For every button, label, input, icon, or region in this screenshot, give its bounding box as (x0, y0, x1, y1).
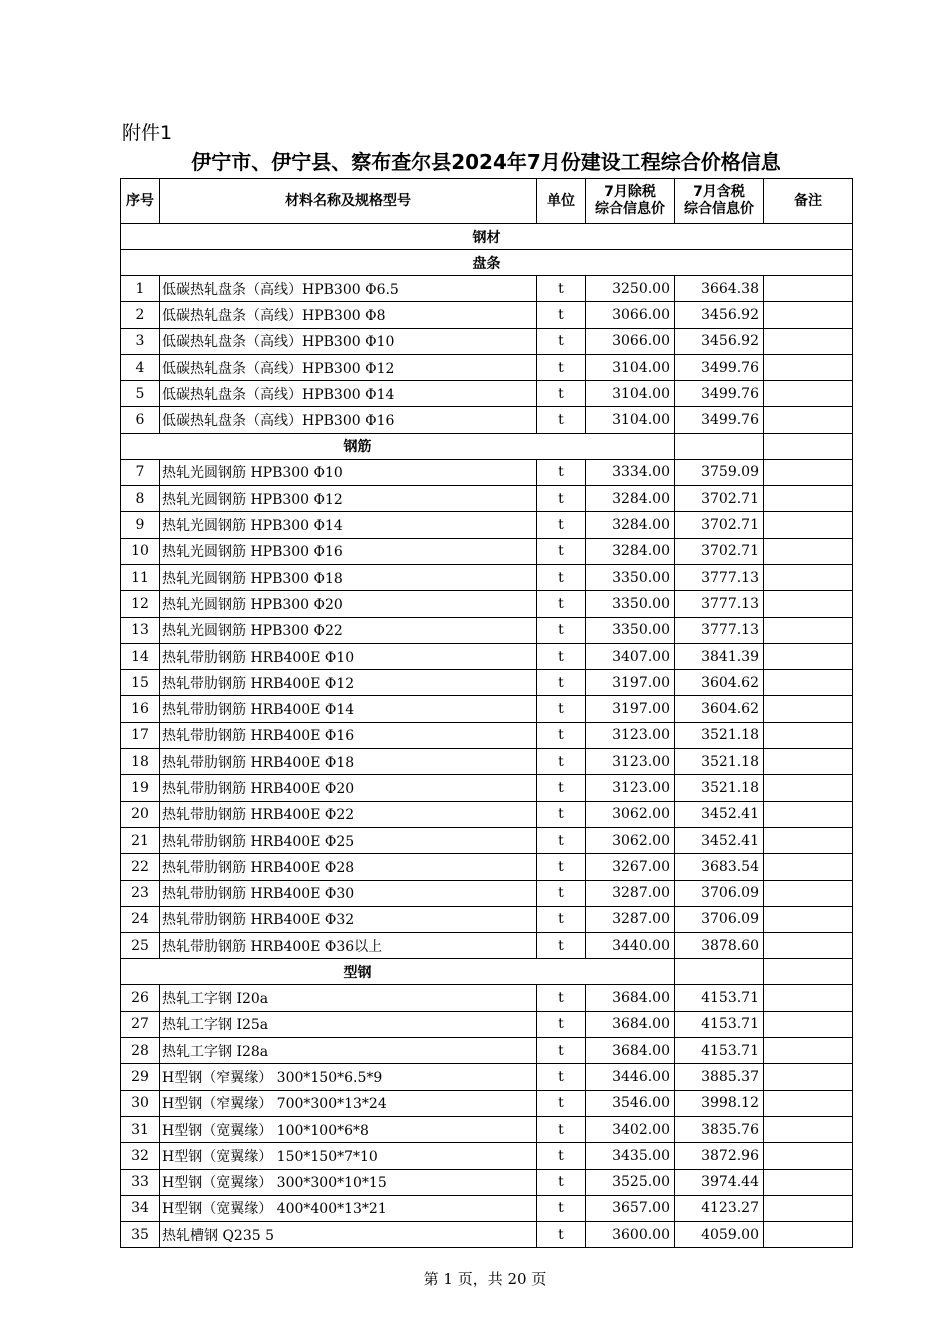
table-row (121, 354, 853, 380)
price-in-tax: 3702.71 (675, 512, 764, 538)
price-ex-tax: 3284.00 (586, 512, 675, 538)
remark (764, 1090, 853, 1116)
remark (764, 407, 853, 433)
unit: t (537, 328, 586, 354)
remark (764, 1064, 853, 1090)
remark (764, 801, 853, 827)
unit: t (537, 407, 586, 433)
remark (764, 749, 853, 775)
unit: t (537, 1090, 586, 1116)
table-row (121, 564, 853, 590)
unit: t (537, 854, 586, 880)
price-in-tax: 4153.71 (675, 1011, 764, 1037)
row-number: 34 (121, 1195, 160, 1221)
material-name: 热轧带肋钢筋 HRB400E Φ30 (160, 880, 537, 906)
price-ex-tax: 3104.00 (586, 381, 675, 407)
row-number: 5 (121, 381, 160, 407)
price-ex-tax: 3197.00 (586, 670, 675, 696)
unit: t (537, 670, 586, 696)
remark (764, 617, 853, 643)
price-ex-tax: 3350.00 (586, 617, 675, 643)
row-number: 6 (121, 407, 160, 433)
header-price-ex-tax (586, 179, 675, 224)
row-number: 11 (121, 564, 160, 590)
table-row (121, 1064, 853, 1090)
material-name: 低碳热轧盘条（高线）HPB300 Φ12 (160, 354, 537, 380)
remark (764, 1011, 853, 1037)
price-in-tax: 3835.76 (675, 1116, 764, 1142)
row-number: 32 (121, 1143, 160, 1169)
material-name: 热轧带肋钢筋 HRB400E Φ14 (160, 696, 537, 722)
table-row (121, 1195, 853, 1221)
remark (764, 1038, 853, 1064)
price-ex-tax: 3104.00 (586, 354, 675, 380)
price-in-tax: 3706.09 (675, 906, 764, 932)
table-row (121, 1222, 853, 1248)
table-row (121, 854, 853, 880)
price-ex-tax: 3104.00 (586, 407, 675, 433)
header-unit: 单位 (537, 179, 586, 224)
row-number: 31 (121, 1116, 160, 1142)
price-in-tax: 3777.13 (675, 564, 764, 590)
unit: t (537, 775, 586, 801)
material-name: 热轧带肋钢筋 HRB400E Φ36以上 (160, 933, 537, 959)
price-ex-tax: 3546.00 (586, 1090, 675, 1116)
remark (764, 591, 853, 617)
remark (764, 933, 853, 959)
row-number: 17 (121, 722, 160, 748)
row-number: 4 (121, 354, 160, 380)
table-row (121, 1169, 853, 1195)
price-in-tax: 3878.60 (675, 933, 764, 959)
unit: t (537, 722, 586, 748)
table-row (121, 276, 853, 302)
material-name: H型钢（窄翼缘） 300*150*6.5*9 (160, 1064, 537, 1090)
unit: t (537, 933, 586, 959)
material-name: H型钢（宽翼缘） 400*400*13*21 (160, 1195, 537, 1221)
table-row (121, 933, 853, 959)
section-header-row (121, 433, 853, 459)
material-name: 热轧带肋钢筋 HRB400E Φ28 (160, 854, 537, 880)
price-in-tax: 3706.09 (675, 880, 764, 906)
material-name: 热轧带肋钢筋 HRB400E Φ10 (160, 643, 537, 669)
table-row (121, 486, 853, 512)
remark (764, 276, 853, 302)
header-remark: 备注 (764, 179, 853, 224)
price-ex-tax: 3062.00 (586, 827, 675, 853)
remark (764, 302, 853, 328)
remark (764, 775, 853, 801)
table-body (121, 224, 853, 1248)
material-name: H型钢（宽翼缘） 100*100*6*8 (160, 1116, 537, 1142)
material-name: 热轧工字钢 I20a (160, 985, 537, 1011)
remark (764, 1116, 853, 1142)
price-ex-tax: 3684.00 (586, 1011, 675, 1037)
unit: t (537, 1169, 586, 1195)
table-row (121, 1038, 853, 1064)
price-ex-tax: 3350.00 (586, 591, 675, 617)
row-number: 24 (121, 906, 160, 932)
page-footer: 第 1 页，共 20 页 (423, 1270, 547, 1288)
category-row (121, 224, 853, 250)
price-in-tax: 3885.37 (675, 1064, 764, 1090)
material-name: 热轧带肋钢筋 HRB400E Φ12 (160, 670, 537, 696)
table-row (121, 1143, 853, 1169)
price-ex-tax: 3066.00 (586, 302, 675, 328)
row-number: 3 (121, 328, 160, 354)
row-number: 30 (121, 1090, 160, 1116)
price-in-tax: 3521.18 (675, 775, 764, 801)
price-ex-tax: 3123.00 (586, 722, 675, 748)
price-in-tax: 3456.92 (675, 328, 764, 354)
table-row (121, 617, 853, 643)
material-name: 低碳热轧盘条（高线）HPB300 Φ6.5 (160, 276, 537, 302)
unit: t (537, 1064, 586, 1090)
material-name: 热轧槽钢 Q235 5 (160, 1222, 537, 1248)
remark (764, 538, 853, 564)
section-empty-cell (764, 433, 853, 459)
header-price-in-line2: 综合信息价 (684, 201, 754, 217)
material-name: 热轧工字钢 I28a (160, 1038, 537, 1064)
unit: t (537, 1195, 586, 1221)
row-number: 1 (121, 276, 160, 302)
header-price-ex-line1: 7月除税 (604, 184, 656, 200)
price-in-tax: 3998.12 (675, 1090, 764, 1116)
unit: t (537, 801, 586, 827)
price-ex-tax: 3684.00 (586, 985, 675, 1011)
header-no: 序号 (121, 179, 160, 224)
row-number: 26 (121, 985, 160, 1011)
table-row (121, 302, 853, 328)
row-number: 21 (121, 827, 160, 853)
remark (764, 328, 853, 354)
header-name: 材料名称及规格型号 (160, 179, 537, 224)
price-ex-tax: 3525.00 (586, 1169, 675, 1195)
row-number: 2 (121, 302, 160, 328)
price-ex-tax: 3402.00 (586, 1116, 675, 1142)
remark (764, 670, 853, 696)
price-in-tax: 3452.41 (675, 827, 764, 853)
table-row (121, 696, 853, 722)
price-ex-tax: 3350.00 (586, 564, 675, 590)
price-ex-tax: 3284.00 (586, 486, 675, 512)
price-in-tax: 3664.38 (675, 276, 764, 302)
unit: t (537, 749, 586, 775)
price-in-tax: 3702.71 (675, 486, 764, 512)
row-number: 23 (121, 880, 160, 906)
section-title: 型钢 (121, 959, 675, 985)
remark (764, 1195, 853, 1221)
price-in-tax: 3499.76 (675, 407, 764, 433)
remark (764, 696, 853, 722)
material-name: 低碳热轧盘条（高线）HPB300 Φ8 (160, 302, 537, 328)
material-name: 低碳热轧盘条（高线）HPB300 Φ14 (160, 381, 537, 407)
section-empty-cell (675, 433, 764, 459)
price-ex-tax: 3600.00 (586, 1222, 675, 1248)
table-row (121, 643, 853, 669)
unit: t (537, 617, 586, 643)
price-ex-tax: 3684.00 (586, 1038, 675, 1064)
price-in-tax: 3604.62 (675, 670, 764, 696)
row-number: 22 (121, 854, 160, 880)
table-row (121, 880, 853, 906)
unit: t (537, 880, 586, 906)
row-number: 25 (121, 933, 160, 959)
price-in-tax: 3759.09 (675, 459, 764, 485)
price-in-tax: 3683.54 (675, 854, 764, 880)
attachment-label: 附件1 (122, 122, 173, 144)
price-ex-tax: 3407.00 (586, 643, 675, 669)
table-header (121, 179, 853, 224)
price-in-tax: 3452.41 (675, 801, 764, 827)
price-in-tax: 3777.13 (675, 591, 764, 617)
price-ex-tax: 3284.00 (586, 538, 675, 564)
section-header-row (121, 959, 853, 985)
category-title: 钢材 (121, 224, 853, 250)
header-price-in-line1: 7月含税 (693, 184, 745, 200)
row-number: 16 (121, 696, 160, 722)
table-row (121, 801, 853, 827)
header-price-in-tax (675, 179, 764, 224)
remark (764, 512, 853, 538)
remark (764, 985, 853, 1011)
unit: t (537, 354, 586, 380)
material-name: 热轧光圆钢筋 HPB300 Φ18 (160, 564, 537, 590)
price-ex-tax: 3267.00 (586, 854, 675, 880)
row-number: 15 (121, 670, 160, 696)
table-row (121, 407, 853, 433)
row-number: 27 (121, 1011, 160, 1037)
remark (764, 459, 853, 485)
price-ex-tax: 3123.00 (586, 775, 675, 801)
table-row (121, 722, 853, 748)
row-number: 7 (121, 459, 160, 485)
unit: t (537, 512, 586, 538)
price-in-tax: 4153.71 (675, 985, 764, 1011)
table-row (121, 1011, 853, 1037)
unit: t (537, 486, 586, 512)
material-name: 热轧光圆钢筋 HPB300 Φ16 (160, 538, 537, 564)
remark (764, 1169, 853, 1195)
table-row (121, 1116, 853, 1142)
table-row (121, 1090, 853, 1116)
material-name: 热轧带肋钢筋 HRB400E Φ18 (160, 749, 537, 775)
unit: t (537, 643, 586, 669)
price-ex-tax: 3446.00 (586, 1064, 675, 1090)
table-row (121, 328, 853, 354)
price-in-tax: 3456.92 (675, 302, 764, 328)
unit: t (537, 985, 586, 1011)
remark (764, 906, 853, 932)
price-ex-tax: 3123.00 (586, 749, 675, 775)
remark (764, 1222, 853, 1248)
price-in-tax: 4123.27 (675, 1195, 764, 1221)
row-number: 33 (121, 1169, 160, 1195)
unit: t (537, 591, 586, 617)
section-empty-cell (675, 959, 764, 985)
price-ex-tax: 3657.00 (586, 1195, 675, 1221)
row-number: 8 (121, 486, 160, 512)
unit: t (537, 696, 586, 722)
unit: t (537, 1143, 586, 1169)
row-number: 28 (121, 1038, 160, 1064)
unit: t (537, 302, 586, 328)
table-row (121, 827, 853, 853)
material-name: 热轧光圆钢筋 HPB300 Φ22 (160, 617, 537, 643)
price-ex-tax: 3440.00 (586, 933, 675, 959)
row-number: 13 (121, 617, 160, 643)
header-price-ex-line2: 综合信息价 (595, 201, 665, 217)
material-name: 热轧带肋钢筋 HRB400E Φ22 (160, 801, 537, 827)
remark (764, 643, 853, 669)
price-ex-tax: 3250.00 (586, 276, 675, 302)
price-in-tax: 3521.18 (675, 722, 764, 748)
price-in-tax: 3841.39 (675, 643, 764, 669)
table-row (121, 906, 853, 932)
unit: t (537, 538, 586, 564)
table-row (121, 512, 853, 538)
material-name: 热轧带肋钢筋 HRB400E Φ16 (160, 722, 537, 748)
section-title: 盘条 (121, 250, 853, 276)
unit: t (537, 1222, 586, 1248)
table-row (121, 381, 853, 407)
material-name: 热轧工字钢 I25a (160, 1011, 537, 1037)
price-in-tax: 3521.18 (675, 749, 764, 775)
table-row (121, 775, 853, 801)
unit: t (537, 381, 586, 407)
material-name: 热轧光圆钢筋 HPB300 Φ10 (160, 459, 537, 485)
price-in-tax: 3499.76 (675, 381, 764, 407)
table-row (121, 985, 853, 1011)
row-number: 12 (121, 591, 160, 617)
unit: t (537, 1038, 586, 1064)
table-row (121, 538, 853, 564)
remark (764, 354, 853, 380)
price-ex-tax: 3287.00 (586, 906, 675, 932)
unit: t (537, 1011, 586, 1037)
row-number: 35 (121, 1222, 160, 1248)
table-row (121, 749, 853, 775)
unit: t (537, 827, 586, 853)
remark (764, 880, 853, 906)
price-table (120, 178, 853, 1248)
unit: t (537, 1116, 586, 1142)
section-empty-cell (764, 959, 853, 985)
price-in-tax: 3872.96 (675, 1143, 764, 1169)
row-number: 14 (121, 643, 160, 669)
material-name: 低碳热轧盘条（高线）HPB300 Φ16 (160, 407, 537, 433)
price-ex-tax: 3066.00 (586, 328, 675, 354)
material-name: 热轧光圆钢筋 HPB300 Φ14 (160, 512, 537, 538)
price-ex-tax: 3435.00 (586, 1143, 675, 1169)
remark (764, 381, 853, 407)
material-name: 热轧带肋钢筋 HRB400E Φ32 (160, 906, 537, 932)
material-name: H型钢（宽翼缘） 150*150*7*10 (160, 1143, 537, 1169)
page-title: 伊宁市、伊宁县、察布查尔县2024年7月份建设工程综合价格信息 (191, 150, 781, 174)
remark (764, 722, 853, 748)
unit: t (537, 906, 586, 932)
price-in-tax: 3499.76 (675, 354, 764, 380)
row-number: 19 (121, 775, 160, 801)
price-in-tax: 3777.13 (675, 617, 764, 643)
section-header-row (121, 250, 853, 276)
remark (764, 827, 853, 853)
row-number: 18 (121, 749, 160, 775)
material-name: 热轧光圆钢筋 HPB300 Φ12 (160, 486, 537, 512)
material-name: H型钢（窄翼缘） 700*300*13*24 (160, 1090, 537, 1116)
material-name: 低碳热轧盘条（高线）HPB300 Φ10 (160, 328, 537, 354)
material-name: H型钢（宽翼缘） 300*300*10*15 (160, 1169, 537, 1195)
remark (764, 564, 853, 590)
price-in-tax: 4153.71 (675, 1038, 764, 1064)
unit: t (537, 564, 586, 590)
price-in-tax: 4059.00 (675, 1222, 764, 1248)
section-title: 钢筋 (121, 433, 675, 459)
unit: t (537, 276, 586, 302)
row-number: 20 (121, 801, 160, 827)
price-ex-tax: 3334.00 (586, 459, 675, 485)
table-row (121, 670, 853, 696)
price-ex-tax: 3062.00 (586, 801, 675, 827)
price-in-tax: 3702.71 (675, 538, 764, 564)
remark (764, 854, 853, 880)
price-ex-tax: 3287.00 (586, 880, 675, 906)
row-number: 29 (121, 1064, 160, 1090)
row-number: 10 (121, 538, 160, 564)
unit: t (537, 459, 586, 485)
material-name: 热轧带肋钢筋 HRB400E Φ25 (160, 827, 537, 853)
material-name: 热轧带肋钢筋 HRB400E Φ20 (160, 775, 537, 801)
table-row (121, 591, 853, 617)
price-in-tax: 3974.44 (675, 1169, 764, 1195)
price-ex-tax: 3197.00 (586, 696, 675, 722)
remark (764, 486, 853, 512)
row-number: 9 (121, 512, 160, 538)
table-row (121, 459, 853, 485)
material-name: 热轧光圆钢筋 HPB300 Φ20 (160, 591, 537, 617)
price-in-tax: 3604.62 (675, 696, 764, 722)
remark (764, 1143, 853, 1169)
